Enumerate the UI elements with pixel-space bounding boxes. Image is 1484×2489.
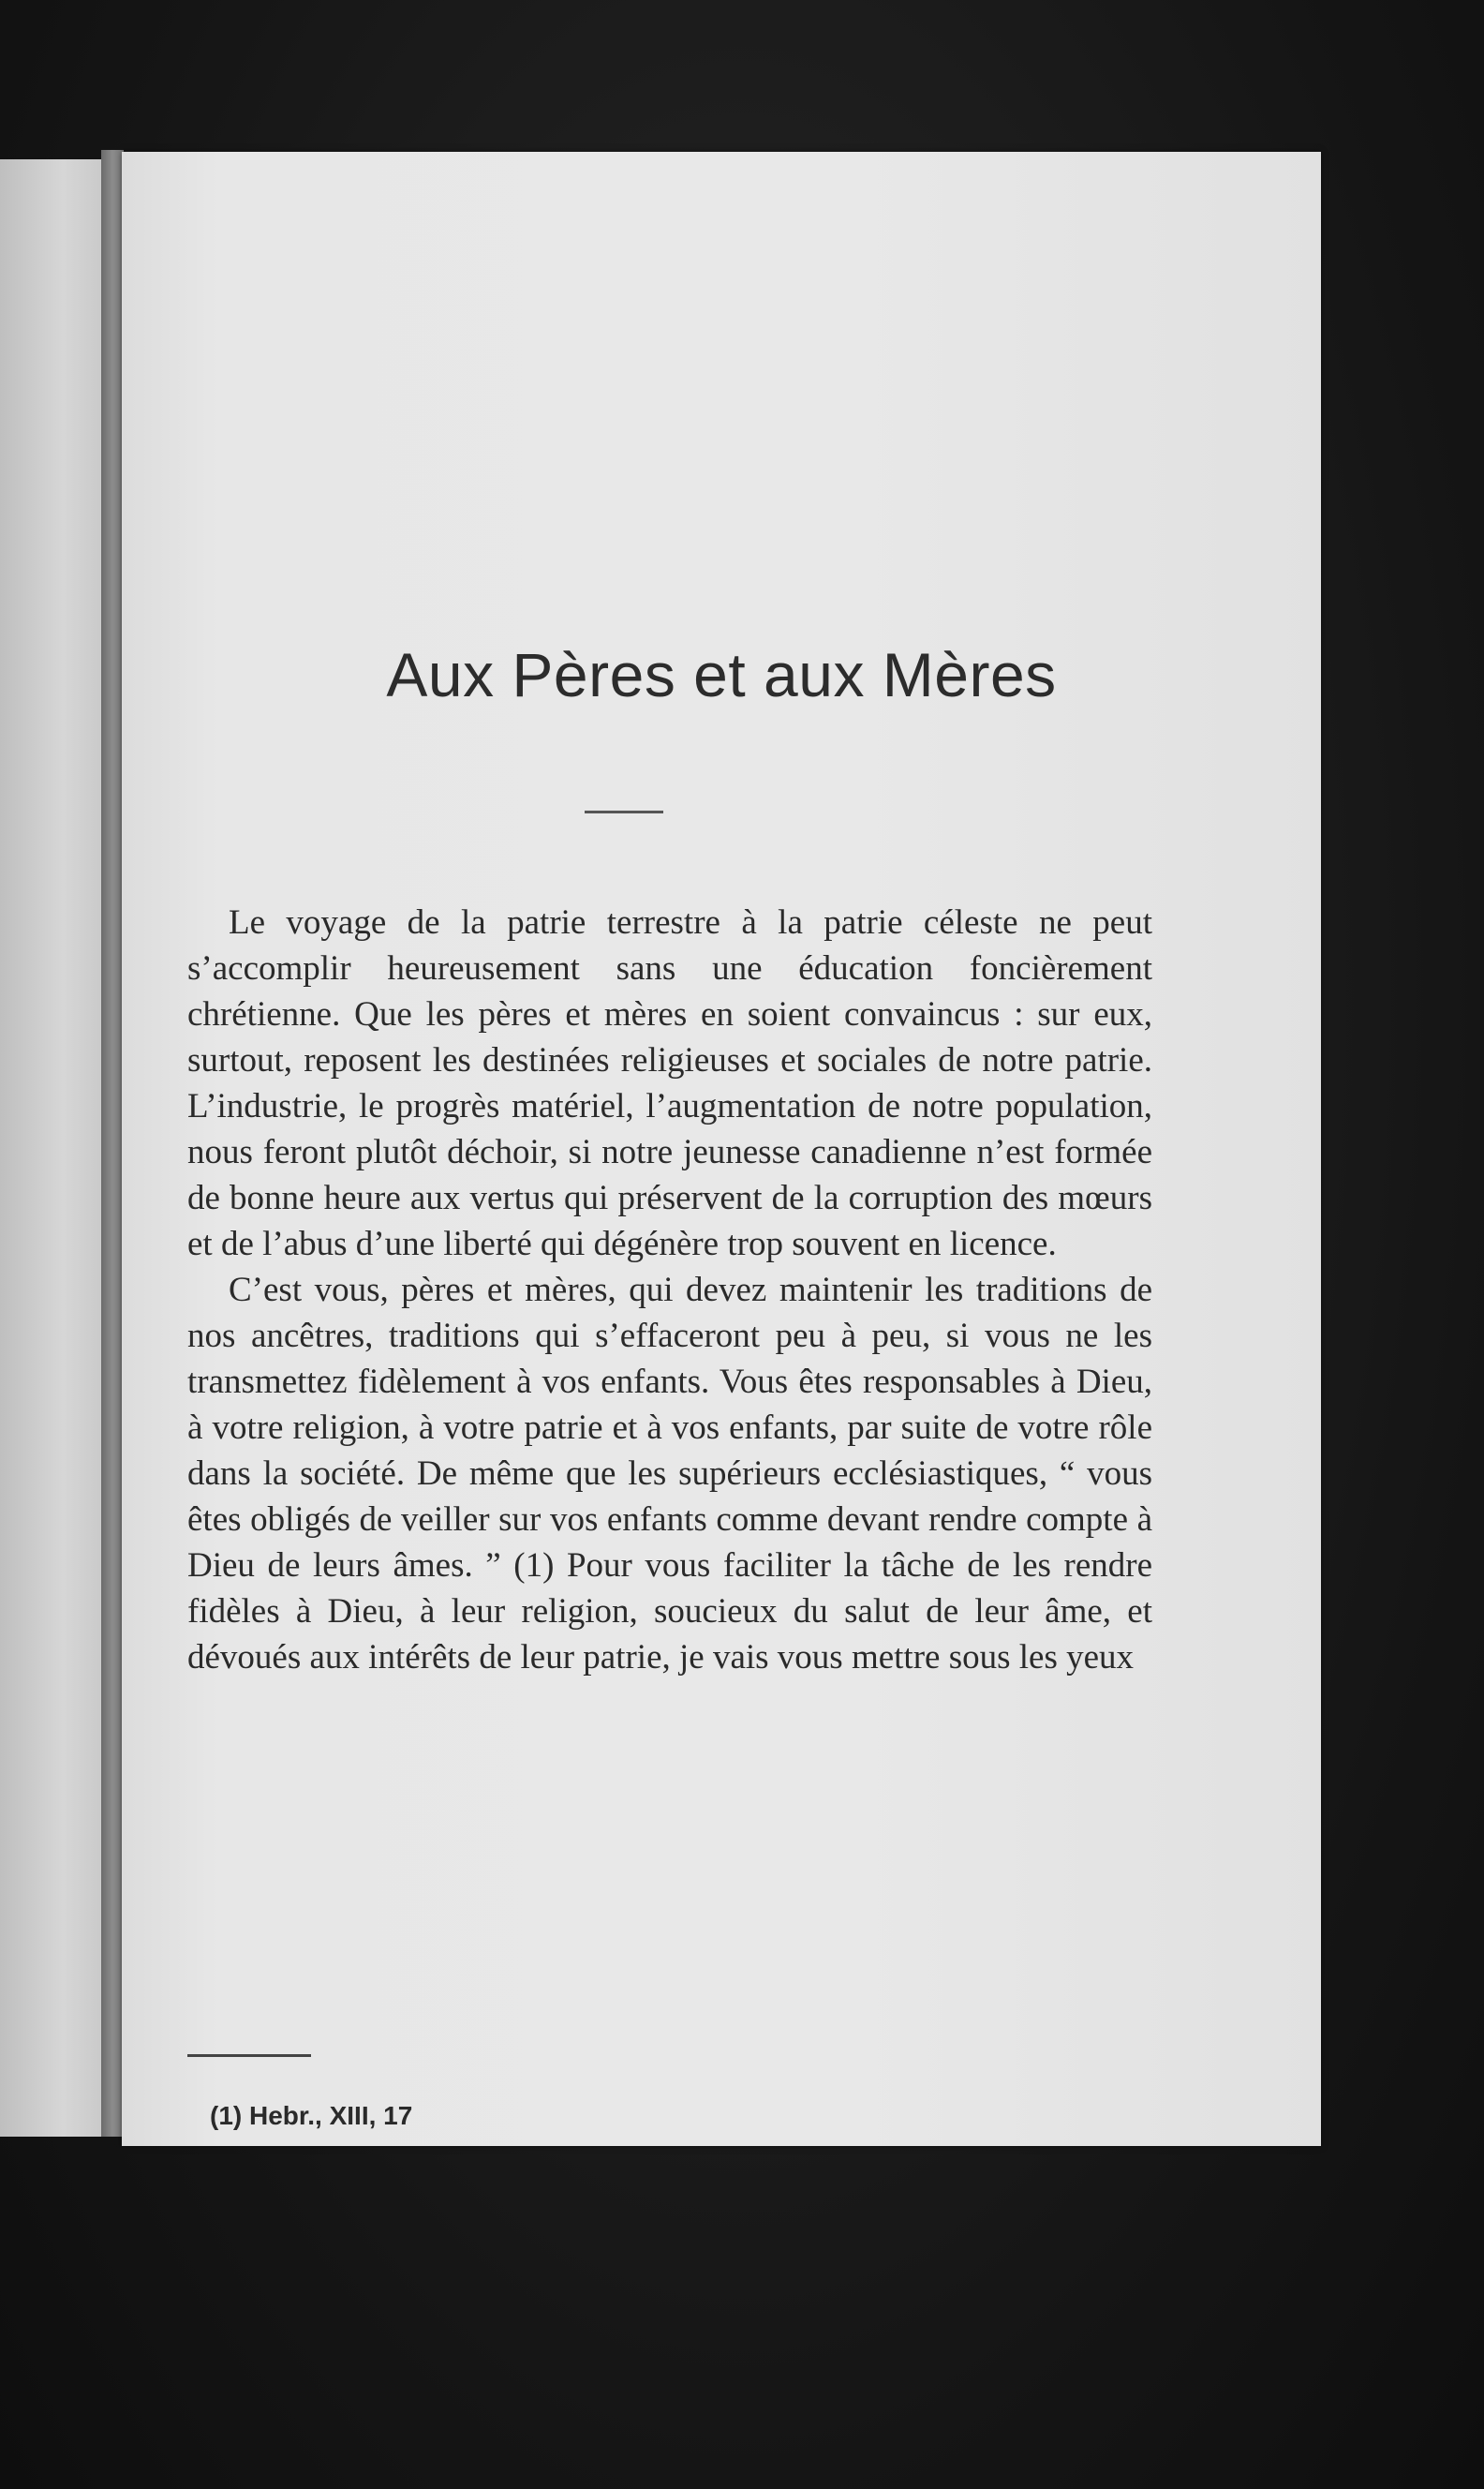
binding-strip [101,150,124,2137]
paragraph-1: Le voyage de la patrie terrestre à la patrie céleste ne peut s’accomplir heureusement sans une éducation foncièrement chrétienne. Que les pères et mères en soient convaincus : sur eux, surtout, reposent les destinées religieuses et sociales de notre patrie. L’industrie, le progrès matériel, l’augmentation de notre population, nous feront plutôt déchoir, si notre jeunesse canadienne n’est formée de bonne heure aux vertus qui préservent de la corruption des mœurs et de l’abus d’une liberté qui dégénère trop souvent en licence. [187,903,1152,1263]
paragraph-2: C’est vous, pères et mères, qui devez maintenir les traditions de nos ancêtres, traditions qui s’effaceront peu à peu, si vous ne les transmettez fidèlement à vos enfants. Vous êtes responsables à Dieu, à votre religion, à votre patrie et à vos enfants, par suite de votre rôle dans la société. De même que les supérieurs ecclésiastiques, “ vous êtes obligés de veiller sur vos enfants comme devant rendre compte à Dieu de leurs âmes. ” (1) Pour vous faciliter la tâche de les rendre fidèles à Dieu, à leur religion, soucieux du salut de leur âme, et dévoués aux intérêts de leur patrie, je vais vous mettre sous les yeux [187,1271,1152,1677]
body-text [187,900,1152,1680]
left-page-edge [0,159,105,2137]
title-divider [585,811,663,813]
footnote-divider [187,2054,311,2057]
book-page [122,152,1321,2146]
footnote: (1) Hebr., XIII, 17 [210,2101,413,2130]
page-title: Aux Pères et aux Mères [386,640,1057,709]
